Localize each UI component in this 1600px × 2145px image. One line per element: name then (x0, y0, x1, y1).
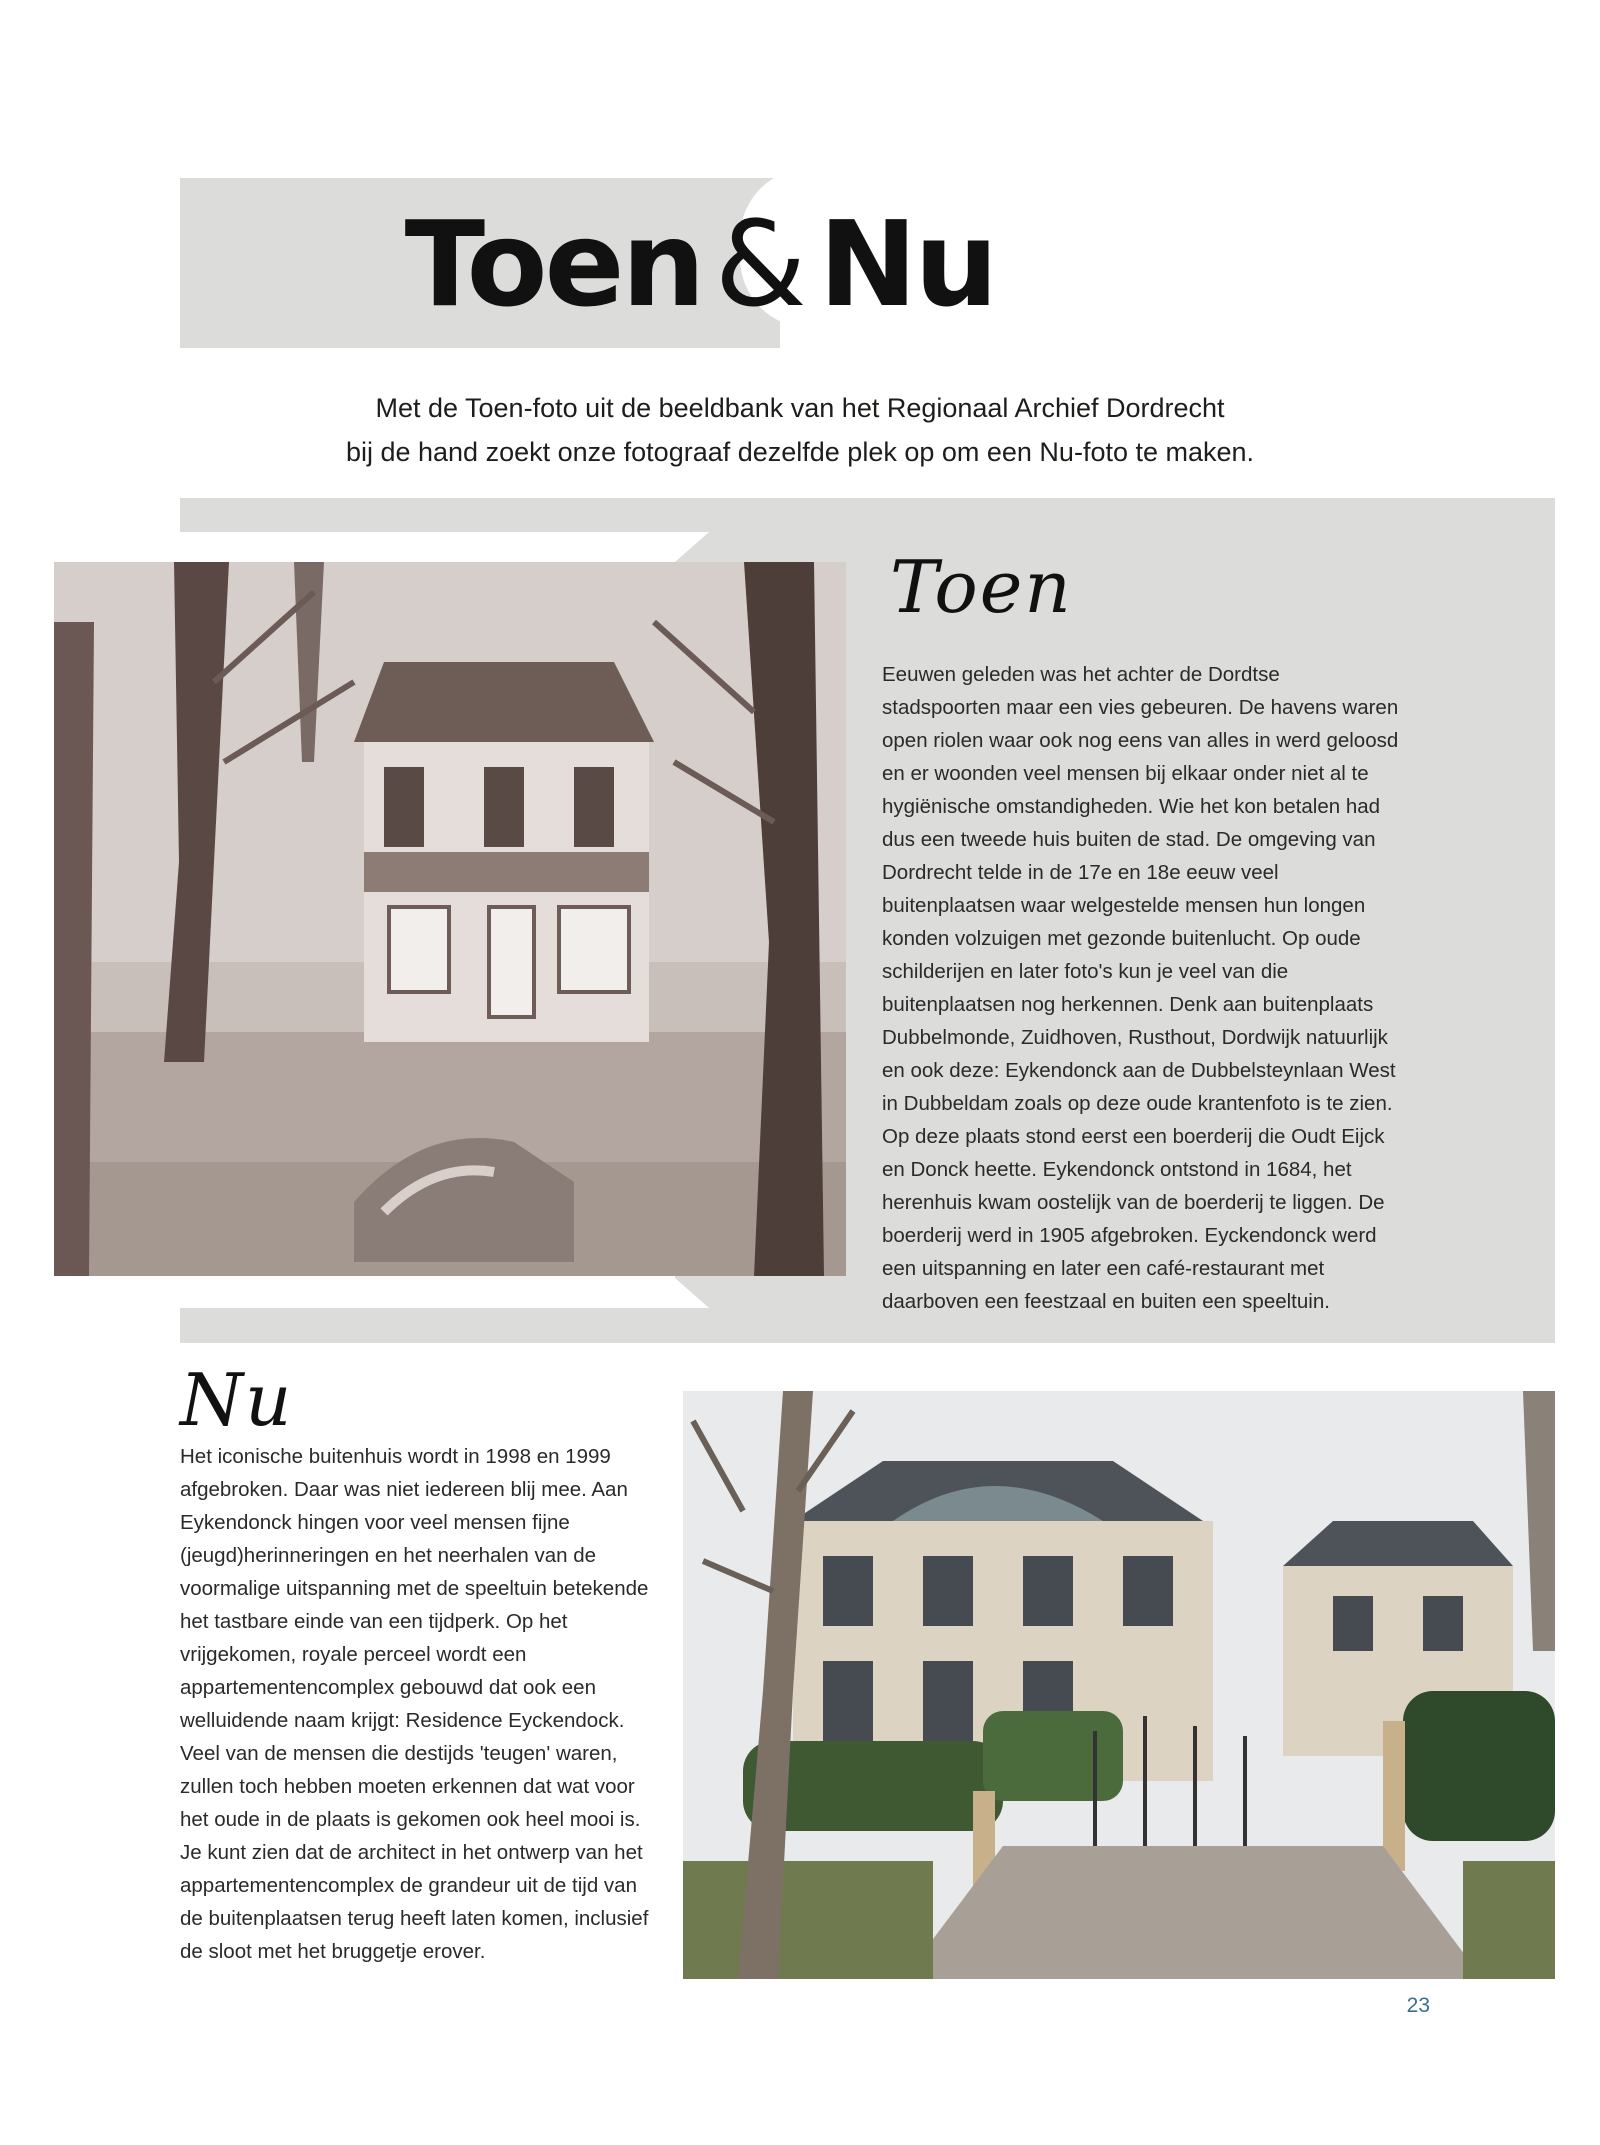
toen-heading: Toen (890, 545, 1073, 629)
toen-body (882, 658, 1402, 1318)
nu-photo-illustration (683, 1391, 1555, 1979)
page-title (180, 195, 1220, 335)
title-ampersand: & (714, 195, 807, 333)
nu-body-text: Het iconische buitenhuis wordt in 1998 en 1999 afgebroken. Daar was niet iedereen blij mee. Aan Eykendonck hingen voor veel mensen fijne (jeugd)herinneringen en het neerhalen van de voormalige uitspanning met de speeltuin betekende het tastbare einde van een tijdperk. Op het vrijgekomen, royale perceel wordt een appartementencomplex gebouwd dat ook een welluidende naam krijgt: Residence Eyckendock. Veel van de mensen die destijds 'teugen' waren, zullen toch hebben moeten erkennen dat wat voor het oude in de plaats is gekomen ook heel mooi is. Je kunt zien dat de architect in het ontwerp van het appartementencomplex de grandeur uit de tijd van de buitenplaatsen terug heeft laten komen, inclusief de sloot met het bruggetje erover. (180, 1445, 649, 1963)
toen-photo-illustration (54, 562, 846, 1276)
nu-body (180, 1440, 650, 1968)
toen-body-text: Eeuwen geleden was het achter de Dordtse stadspoorten maar een vies gebeuren. De havens waren open riolen waar ook nog eens van alles in werd geloosd en er woonden veel mensen bij elkaar onder niet al te hygiënische omstandigheden. Wie het kon betalen had dus een tweede huis buiten de stad. De omgeving van Dordrecht telde in de 17e en 18e eeuw veel buitenplaatsen waar welgestelde mensen hun longen konden volzuigen met gezonde buitenlucht. Op oude schilderijen en later foto's kun je veel van die buitenplaatsen nog herkennen. Denk aan buitenplaats Dubbelmonde, Zuidhoven, Rusthout, Dordwijk natuurlijk en ook deze: Eykendonck aan de Dubbelsteynlaan West in Dubbeldam zoals op deze oude krantenfoto is te zien. Op deze plaats stond eerst een boerderij die Oudt Eijck en Donck heette. Eykendonck ontstond in 1684, het herenhuis kwam oostelijk van de boerderij te liggen. De boerderij werd in 1905 afgebroken. Eyckendonck werd een uitspanning en later een café-restaurant met daarboven een feestzaal en buiten een speeltuin. (882, 663, 1399, 1313)
toen-photo (54, 562, 846, 1276)
title-nu: Nu (818, 195, 996, 333)
intro-text (180, 386, 1420, 474)
title-toen: Toen (404, 195, 703, 333)
nu-photo (683, 1391, 1555, 1979)
intro-line-1: Met de Toen-foto uit de beeldbank van het Regionaal Archief Dordrecht (375, 393, 1225, 423)
toen-cutout-slant-top (675, 532, 709, 562)
page-number: 23 (1406, 1994, 1430, 2017)
nu-heading: Nu (180, 1358, 294, 1442)
intro-line-2: bij de hand zoekt onze fotograaf dezelfde plek op om een Nu-foto te maken. (345, 437, 1255, 467)
toen-cutout-slant-bottom (675, 1278, 709, 1308)
